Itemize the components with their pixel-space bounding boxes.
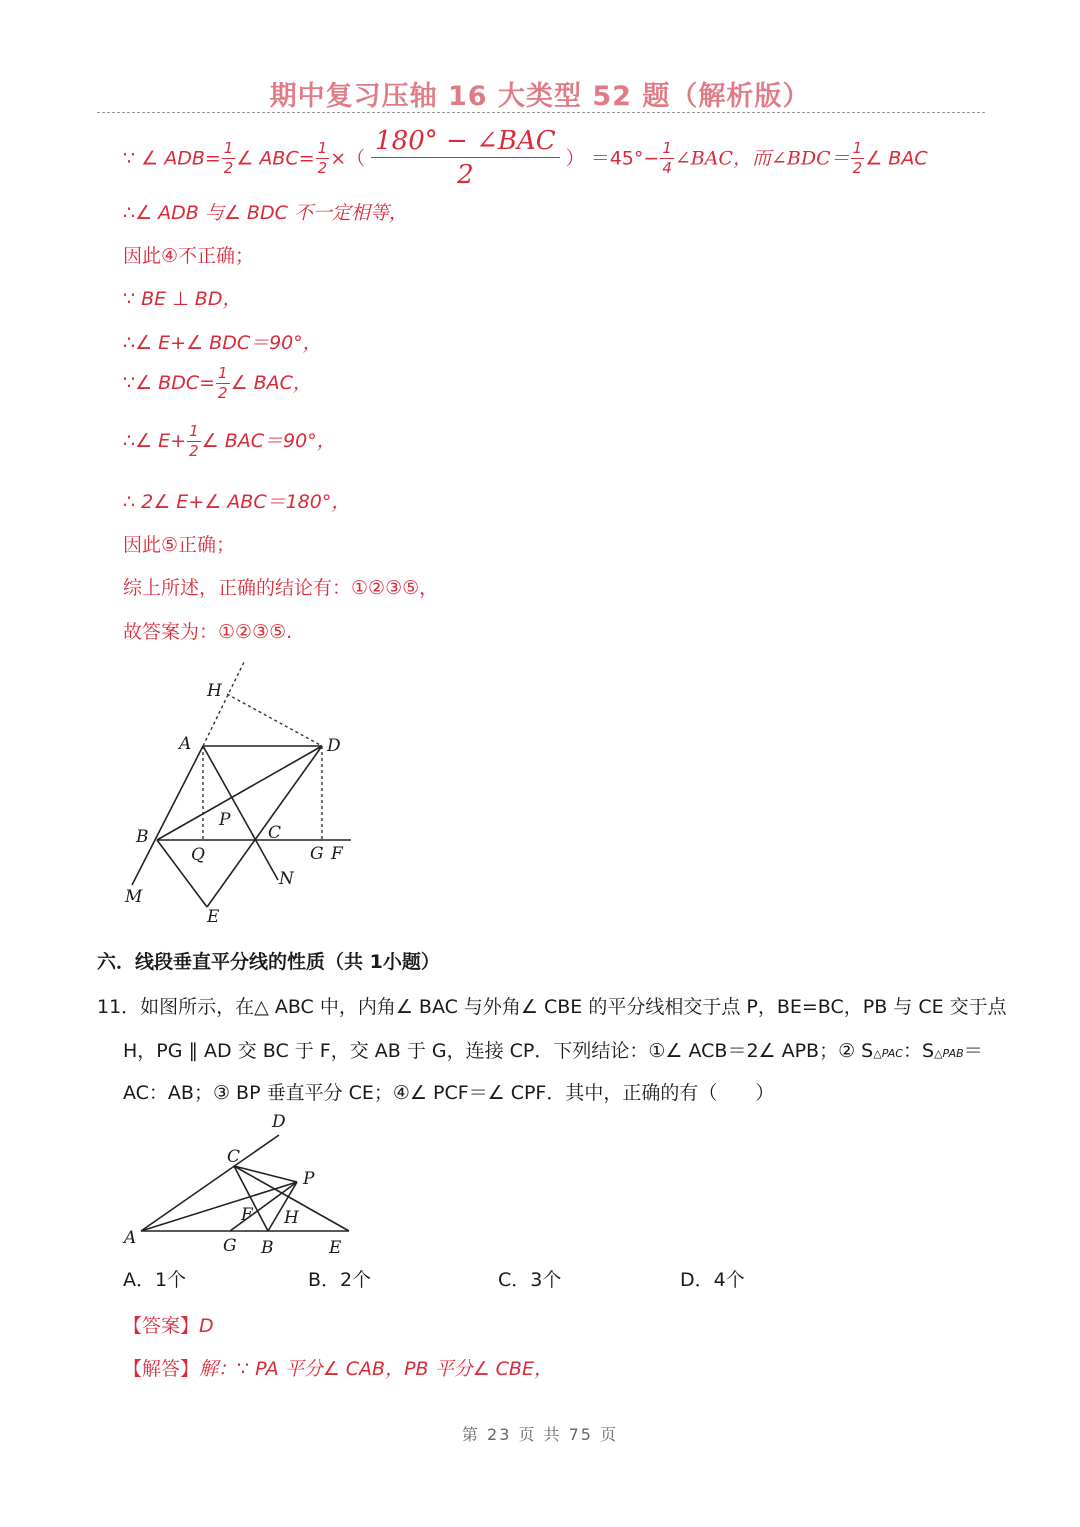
solution-line-1 xyxy=(123,128,928,190)
line-HD-dashed xyxy=(227,694,322,746)
question-line-2-mid: ：S xyxy=(903,1040,935,1062)
solution-line-11: 故答案为：①②③⑤. xyxy=(123,621,293,643)
and-bdc-text: 而∠BDC＝ xyxy=(752,147,850,170)
label-D: D xyxy=(272,1112,286,1132)
solution-line-9: 因此⑤正确； xyxy=(123,534,236,556)
question-line-2 xyxy=(123,1036,983,1063)
subscript-pab: △PAB xyxy=(934,1047,964,1060)
fraction-half-1: $\frac{1}{2}$ xyxy=(223,139,234,178)
analysis-tag: 【解答】 xyxy=(123,1358,200,1380)
fraction-half-2: $\frac{1}{2}$ xyxy=(317,139,328,178)
label-F: F xyxy=(241,1205,253,1225)
label-P: P xyxy=(219,810,231,830)
times-symbol: × xyxy=(330,147,347,170)
option-c[interactable]: C．3个 xyxy=(498,1269,562,1291)
answer-tag: 【答案】 xyxy=(123,1315,200,1337)
label-C: C xyxy=(227,1147,241,1167)
solution-line-2: ∴∠ ADB 与∠ BDC 不一定相等， xyxy=(123,202,408,224)
page-footer: 第 23 页 共 75 页 xyxy=(461,1425,619,1444)
label-A: A xyxy=(179,734,192,754)
analysis-text: 解：∵ PA 平分∠ CAB，PB 平分∠ CBE， xyxy=(199,1358,553,1380)
l6-suffix: ∠ BAC， xyxy=(230,372,312,394)
label-C: C xyxy=(268,823,282,843)
label-H: H xyxy=(284,1208,299,1228)
question-line-2-main: H，PG ∥ AD 交 BC 于 F，交 AB 于 G，连接 CP．下列结论：①∠ ACB＝2∠ APB；② S xyxy=(123,1040,874,1062)
question-line-2-end: ＝ xyxy=(963,1040,983,1062)
analysis-line xyxy=(123,1354,553,1381)
label-F: F xyxy=(331,844,343,864)
paren-open: （ xyxy=(346,147,366,170)
option-a[interactable]: A．1个 xyxy=(123,1269,187,1291)
label-E: E xyxy=(207,907,220,927)
fraction-big: $\frac{\text{180° − ∠BAC}}{2}$ xyxy=(371,128,560,190)
option-d[interactable]: D．4个 xyxy=(680,1269,745,1291)
line-AH-dashed xyxy=(203,660,245,746)
page-header-title: 期中复习压轴 16 大类型 52 题（解析版） xyxy=(269,81,811,112)
label-G: G xyxy=(310,844,324,864)
l7-suffix: ∠ BAC＝90°， xyxy=(201,430,336,452)
label-B: B xyxy=(261,1238,274,1258)
bac2-text: ∠ BAC xyxy=(865,147,928,170)
label-E: E xyxy=(329,1238,342,1258)
answer-value: D xyxy=(199,1315,214,1337)
option-b[interactable]: B．2个 xyxy=(308,1269,372,1291)
line-AP xyxy=(141,1182,297,1231)
solution-line-5: ∴∠ E+∠ BDC＝90°， xyxy=(123,332,322,354)
solution-line-10: 综上所述，正确的结论有：①②③⑤， xyxy=(123,577,439,599)
solution-line-8: ∴ 2∠ E+∠ ABC＝180°， xyxy=(123,491,351,513)
geometry-figure-2 xyxy=(115,1105,365,1260)
paren-close: ） xyxy=(565,147,585,170)
answer-line xyxy=(123,1311,214,1338)
line-AD xyxy=(141,1135,279,1231)
label-D: D xyxy=(327,736,341,756)
question-line-1: 11．如图所示，在△ ABC 中，内角∠ BAC 与外角∠ CBE 的平分线相交于点 P，BE=BC，PB 与 CE 交于点 xyxy=(97,996,1007,1018)
bac-text: ∠BAC， xyxy=(674,147,753,170)
question-line-3: AC：AB；③ BP 垂直平分 CE；④∠ PCF＝∠ CPF．其中，正确的有（ ） xyxy=(123,1082,775,1104)
label-N: N xyxy=(279,869,294,889)
angle-abc-text: ∠ ABC= xyxy=(236,147,315,170)
solution-line-7 xyxy=(123,424,336,459)
label-M: M xyxy=(125,887,143,907)
fraction-half-4: $\frac{1}{2}$ xyxy=(218,364,228,402)
fraction-half-5: $\frac{1}{2}$ xyxy=(189,422,199,460)
label-G: G xyxy=(223,1236,237,1256)
angle-adb-text: ∠ ADB= xyxy=(141,147,221,170)
solution-line-4: ∵ BE ⊥ BD， xyxy=(123,288,242,310)
l6-prefix: ∵∠ BDC= xyxy=(123,372,216,394)
subscript-pac: △PAC xyxy=(873,1047,903,1060)
label-H: H xyxy=(207,681,222,701)
solution-line-6 xyxy=(123,366,312,401)
fraction-quarter: $\frac{1}{4}$ xyxy=(662,139,672,178)
label-A: A xyxy=(124,1228,137,1248)
eq45-text: ＝45°− xyxy=(590,147,660,170)
solution-line-3: 因此④不正确； xyxy=(123,245,255,267)
label-Q: Q xyxy=(191,845,205,865)
line-CP xyxy=(234,1166,297,1182)
geometry-figure-1 xyxy=(115,650,375,935)
label-B: B xyxy=(136,827,149,847)
line-BD xyxy=(157,746,322,840)
label-P: P xyxy=(303,1169,315,1189)
because-symbol: ∵ xyxy=(123,147,136,170)
fraction-half-3: $\frac{1}{2}$ xyxy=(852,139,863,178)
section-heading: 六．线段垂直平分线的性质（共 1小题） xyxy=(97,951,440,973)
header-divider xyxy=(97,112,985,113)
l7-prefix: ∴∠ E+ xyxy=(123,430,187,452)
